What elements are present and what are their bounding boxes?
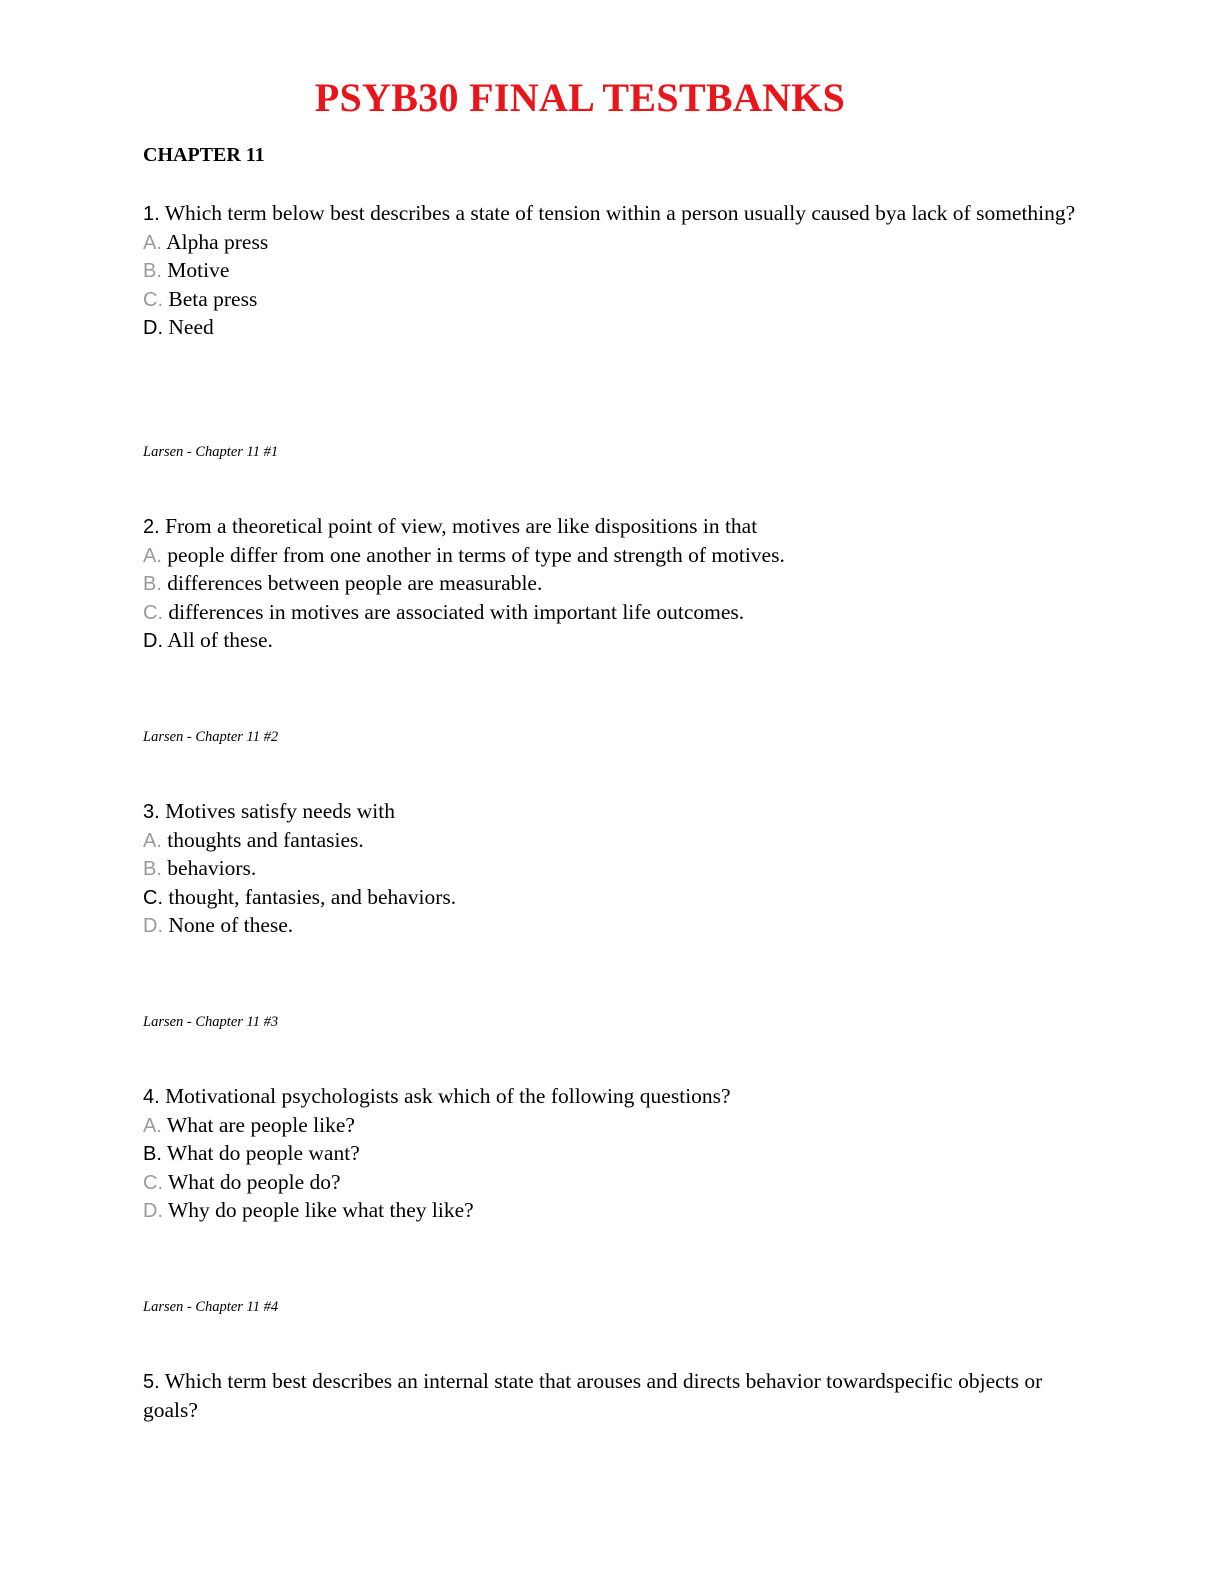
choice-text: Need [168,315,214,340]
question-text: Which term best describes an internal state that arouses and directs behavior towardspecific objects or goals? [143,1369,1043,1422]
question-text: Which term below best describes a state of tension within a person usually caused bya lack of something? [164,201,1076,225]
question-number: 3. [143,801,160,823]
choice-text: Beta press [168,286,258,311]
choice-text: people differ from one another in terms of type and strength of motives. [167,542,785,567]
source-reference: Larsen - Chapter 11 #3 [143,1014,279,1030]
choice-letter: B. [143,260,162,283]
chapter-heading: CHAPTER 11 [143,144,265,166]
question-stem [143,200,1083,229]
choice-a [143,1112,1083,1141]
choice-text: What do people do? [168,1169,341,1194]
question-stem [143,1368,1083,1424]
question-text: Motives satisfy needs with [165,799,395,823]
question-number: 2. [143,516,160,538]
choice-a [143,827,1083,856]
source-reference: Larsen - Chapter 11 #4 [143,1299,279,1315]
choice-text: behaviors. [167,856,257,881]
choice-letter: B. [143,573,162,596]
choice-text: thought, fantasies, and behaviors. [168,884,457,909]
choice-text: differences between people are measurable. [167,571,543,596]
choice-text: differences in motives are associated with important life outcomes. [168,599,745,624]
question-number: 4. [143,1086,160,1108]
question-3 [143,798,1083,941]
document-title: PSYB30 FINAL TESTBANKS [314,75,846,120]
choice-text: Motive [167,258,230,283]
question-number: 5. [143,1371,160,1393]
choice-letter: A. [143,231,162,254]
choice-c [143,286,1083,315]
choice-text: All of these. [167,628,273,653]
choice-a [143,229,1083,258]
question-text: Motivational psychologists ask which of the following questions? [165,1084,731,1108]
choice-text: What do people want? [166,1141,360,1166]
choice-letter: D. [143,317,163,340]
choice-b [143,257,1083,286]
choice-text: None of these. [168,913,294,938]
question-5 [143,1368,1083,1424]
choice-d [143,314,1083,343]
choice-c [143,1169,1083,1198]
choice-d [143,1197,1083,1226]
choice-b [143,1140,1083,1169]
question-number: 1. [143,203,160,225]
question-stem [143,1083,1083,1112]
choice-d [143,627,1083,656]
choice-letter: C. [143,601,163,624]
choice-letter: A. [143,544,162,567]
choice-a [143,542,1083,571]
choice-letter: A. [143,829,162,852]
choice-b [143,855,1083,884]
choice-b [143,570,1083,599]
choice-letter: B. [143,858,162,881]
choice-letter: D. [143,1200,163,1223]
question-4 [143,1083,1083,1226]
choice-d [143,912,1083,941]
question-1 [143,200,1083,343]
source-reference: Larsen - Chapter 11 #1 [143,444,279,460]
choice-letter: D. [143,630,163,653]
choice-c [143,599,1083,628]
question-stem [143,798,1083,827]
choice-letter: B. [143,1143,162,1166]
choice-letter: C. [143,1171,163,1194]
source-reference: Larsen - Chapter 11 #2 [143,729,279,745]
choice-text: What are people like? [166,1112,355,1137]
choice-letter: C. [143,288,163,311]
question-2 [143,513,1083,656]
choice-text: thoughts and fantasies. [167,827,364,852]
choice-text: Why do people like what they like? [168,1198,474,1223]
question-text: From a theoretical point of view, motives are like dispositions in that [165,514,758,538]
choice-text: Alpha press [166,229,269,254]
choice-letter: A. [143,1114,162,1137]
choice-letter: D. [143,915,163,938]
choice-letter: C. [143,886,163,909]
question-stem [143,513,1083,542]
choice-c [143,884,1083,913]
